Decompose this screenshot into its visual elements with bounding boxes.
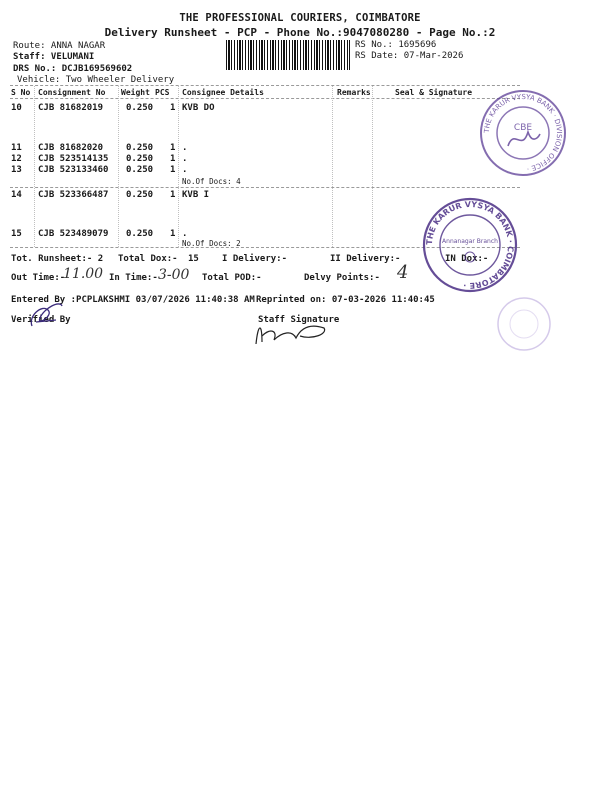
- row-consignment: CJB 523133460: [38, 165, 109, 175]
- delvy-points-label: Delvy Points:-: [304, 273, 380, 283]
- row-consignment: CJB 523489079: [38, 229, 109, 239]
- bank-stamp-division-office: [478, 88, 568, 178]
- barcode: [226, 40, 350, 70]
- row-sno: 13: [11, 165, 22, 175]
- row-sno: 11: [11, 143, 22, 153]
- in-dox: IN Dox:-: [445, 254, 489, 264]
- row-sno: 15: [11, 229, 22, 239]
- row-sno: 10: [11, 103, 22, 113]
- stamp2-center-text: Annanagar Branch: [442, 238, 498, 245]
- page-title: Delivery Runsheet - PCP - Phone No.:9047080280 - Page No.:2: [104, 26, 496, 39]
- stamp1-center-text: CBE: [513, 123, 533, 133]
- row-consignee: .: [182, 165, 188, 175]
- row-consignee: KVB DO: [182, 103, 215, 113]
- verified-by: Verified By: [11, 315, 71, 325]
- row-consignment: CJB 523366487: [38, 190, 109, 200]
- col-divider: [372, 86, 373, 247]
- row-consignment: CJB 81682019: [38, 103, 104, 113]
- row-consignee: .: [182, 154, 188, 164]
- col-consignee: Consignee Details: [182, 88, 264, 97]
- row-consignment: CJB 523514135: [38, 154, 109, 164]
- col-sno: S No: [11, 88, 31, 97]
- row-pcs: 1: [170, 165, 176, 175]
- row-weight: 0.250: [126, 165, 154, 175]
- faint-stamp: [492, 296, 556, 352]
- row-consignee: .: [182, 229, 188, 239]
- ii-delivery: II Delivery:-: [330, 254, 401, 264]
- staff: Staff: VELUMANI: [13, 52, 95, 62]
- out-time-handwritten: 11.00: [63, 266, 104, 282]
- row-weight: 0.250: [126, 103, 154, 113]
- reprinted-on: Reprinted on: 07-03-2026 11:40:45: [256, 295, 435, 305]
- table-header-rule: [10, 98, 520, 99]
- i-delivery: I Delivery:-: [222, 254, 288, 264]
- row-pcs: 1: [170, 154, 176, 164]
- staff-signature: [252, 314, 332, 348]
- rs-date: RS Date: 07-Mar-2026: [355, 51, 464, 61]
- row-pcs: 1: [170, 143, 176, 153]
- row-weight: 0.250: [126, 154, 154, 164]
- stamp2-ring-text: THE KARUR VYSYA BANK · COIMBATORE ·: [424, 199, 516, 291]
- col-divider: [332, 86, 333, 247]
- row-weight: 0.250: [126, 190, 154, 200]
- row-consignee: KVB I: [182, 190, 210, 200]
- stamp1-ring-text: THE KARUR VYSYA BANK · DIVISION OFFICE ·: [482, 92, 564, 173]
- total-dox-value: 15: [188, 254, 199, 264]
- out-time-label: Out Time:-: [11, 273, 66, 283]
- row-sno: 14: [11, 190, 22, 200]
- table-top-rule: [10, 85, 520, 86]
- col-pcs: PCS: [155, 88, 170, 97]
- in-time-label: In Time:-: [109, 273, 158, 283]
- total-dox-label: Total Dox:-: [118, 254, 178, 264]
- delvy-points-handwritten: 4: [397, 262, 409, 283]
- rs-number: RS No.: 1695696: [355, 40, 437, 50]
- col-divider: [118, 86, 119, 247]
- route: Route: ANNA NAGAR: [13, 41, 106, 51]
- col-seal: Seal & Signature: [395, 88, 473, 97]
- row-sno: 12: [11, 154, 22, 164]
- col-divider: [34, 86, 35, 247]
- group-doc-count: No.Of Docs: 2: [182, 239, 241, 248]
- vehicle: Vehicle: Two Wheeler Delivery: [17, 75, 175, 85]
- col-divider: [178, 86, 179, 247]
- company-name: THE PROFESSIONAL COURIERS, COIMBATORE: [179, 12, 421, 24]
- tot-runsheet: Tot. Runsheet:- 2: [11, 254, 104, 264]
- verifier-signature: [26, 296, 66, 332]
- total-pod: Total POD:-: [202, 273, 262, 283]
- group-doc-count: No.Of Docs: 4: [182, 177, 241, 186]
- row-consignment: CJB 81682020: [38, 143, 104, 153]
- staff-signature-label: Staff Signature: [258, 315, 340, 325]
- col-weight: Weight: [121, 88, 150, 97]
- group-rule-1: [10, 187, 520, 188]
- row-weight: 0.250: [126, 229, 154, 239]
- row-pcs: 1: [170, 229, 176, 239]
- in-time-handwritten: 3-00: [158, 267, 190, 283]
- row-pcs: 1: [170, 190, 176, 200]
- row-consignee: .: [182, 143, 188, 153]
- bank-stamp-branch: [420, 195, 520, 295]
- entered-by: Entered By :PCPLAKSHMI 03/07/2026 11:40:38 AM: [11, 295, 255, 305]
- drs-number: DRS No.: DCJB169569602: [13, 64, 133, 74]
- col-consignment: Consignment No: [38, 88, 106, 97]
- col-remarks: Remarks: [337, 88, 371, 97]
- row-weight: 0.250: [126, 143, 154, 153]
- row-pcs: 1: [170, 103, 176, 113]
